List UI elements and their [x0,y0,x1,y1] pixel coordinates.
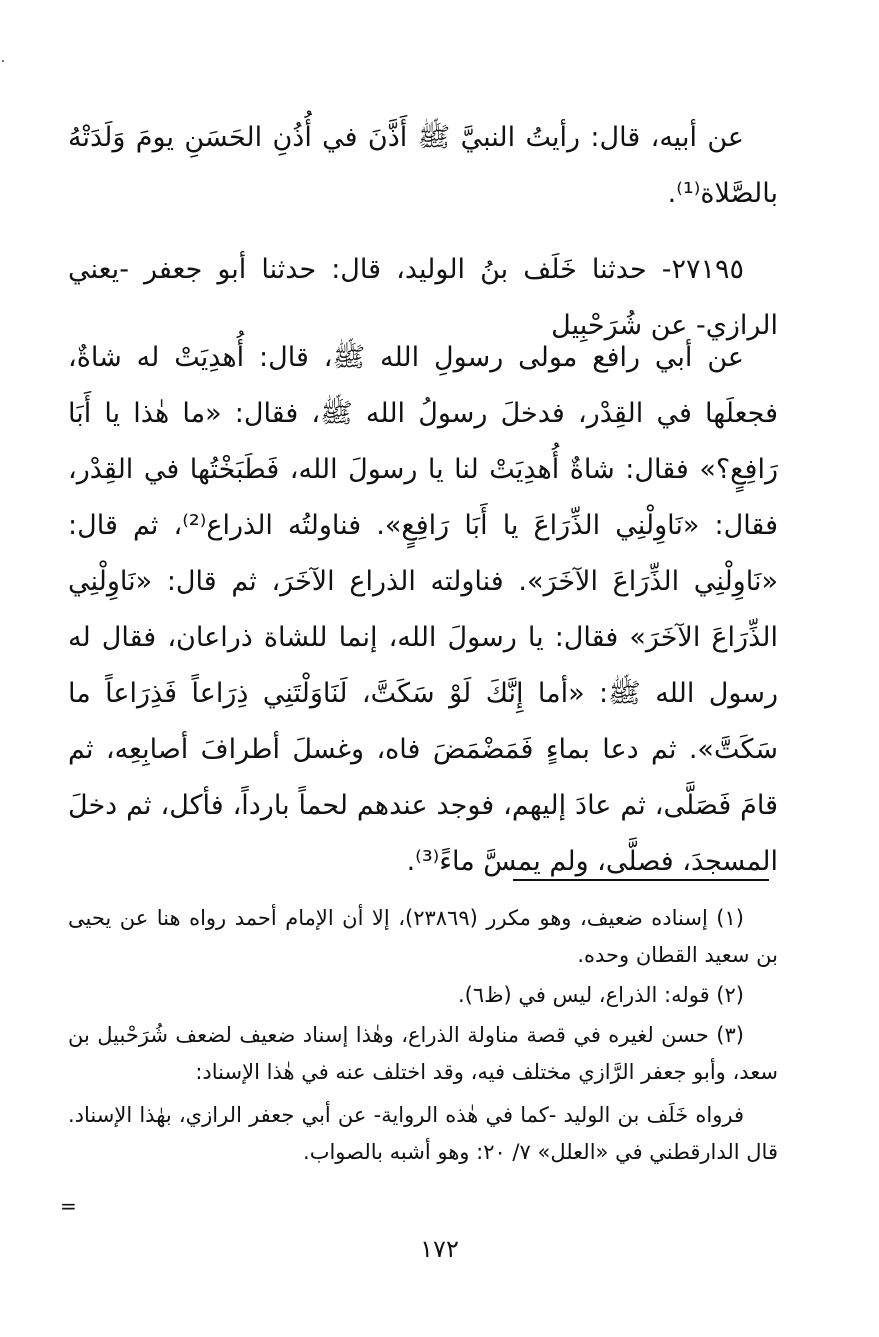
continuation-mark: = [60,1194,77,1218]
footnotes-section [68,900,778,1171]
scan-speck [2,60,4,62]
hadith-paragraph-2: عن أبي رافع مولى رسولِ الله ﷺ، قال: أُهدِيَتْ له شاةٌ، فجعلَها في القِدْر، فدخلَ رسولُ الله ﷺ، فقال: «ما هٰذا يا أَبَا رَافِعٍ؟» فقال: شاةٌ أُهدِيَتْ لنا يا رسولَ الله، فَطَبَخْتُها في القِدْر، فقال: «نَاوِلْنِي الذِّرَاعَ يا أَبَا رَافِعٍ». فناولتُه الذراع⁽²⁾، ثم قال: «نَاوِلْنِي الذِّرَاعَ الآخَرَ». فناولته الذراع الآخَرَ، ثم قال: «نَاوِلْنِي الذِّرَاعَ الآخَرَ» فقال: يا رسولَ الله، إنما للشاة ذراعان، فقال له رسول الله ﷺ: «أما إِنَّكَ لَوْ سَكَتَّ، لَنَاوَلْتَنِي ذِرَاعاً فَذِرَاعاً ما سَكَتَّ». ثم دعا بماءٍ فَمَضْمَضَ فاه، وغسلَ أطرافَ أصابِعِه، ثم قامَ فَصَلَّى، ثم عادَ إليهم، فوجد عندهم لحماً بارداً، فأكل، ثم دخلَ المسجدَ، فصلَّى، ولم يمسَّ ماءً⁽³⁾. [68,342,778,877]
hadith-chain-paragraph: ٢٧١٩٥- حدثنا خَلَف بنُ الوليد، قال: حدثنا أبو جعفر -يعني الرازي- عن شُرَحْبِيل [68,254,778,341]
page-number: ١٧٢ [420,1235,459,1263]
hadith-paragraph-1: عن أبيه، قال: رأيتُ النبيَّ ﷺ أَذَّنَ في أُذُنِ الحَسَنِ يومَ وَلَدَتْهُ بالصَّلاة⁽¹⁾. [68,122,778,209]
footnote-divider [513,879,769,881]
footnote-2: (٢) قوله: الذراع، ليس في (ظ٦). [457,983,744,1007]
footnote-3-continuation: فرواه خَلَف بن الوليد -كما في هٰذه الرواية- عن أبي جعفر الرازي، بهٰذا الإسناد. قال الدارقطني في «العلل» ٧/ ٢٠: وهو أشبه بالصواب. [68,1103,778,1164]
footnote-1: (١) إسناده ضعيف، وهو مكرر (٢٣٨٦٩)، إلا أن الإمام أحمد رواه هنا عن يحيى بن سعيد القطان وحده. [68,906,778,967]
footnote-3: (٣) حسن لغيره في قصة مناولة الذراع، وهٰذا إسناد ضعيف لضعف شُرَحْبيل بن سعد، وأبو جعفر الرَّازي مختلف فيه، وقد اختلف عنه في هٰذا الإسناد: [68,1023,778,1084]
